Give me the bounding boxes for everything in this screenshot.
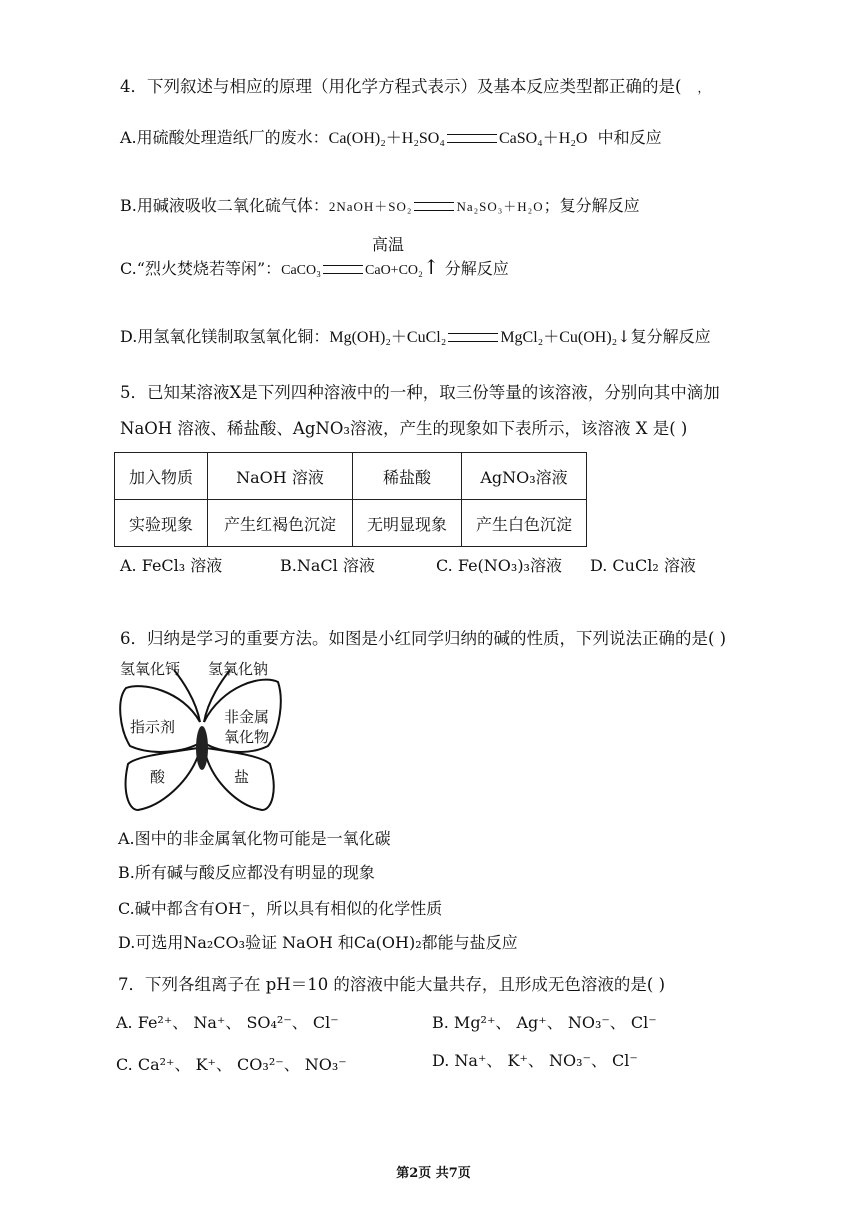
q7-option-a: A. Fe²⁺、 Na⁺、 SO₄²⁻、 Cl⁻ <box>116 1013 339 1032</box>
q6-option-d: D.可选用Na₂CO₃验证 NaOH 和Ca(OH)₂都能与盐反应 <box>118 933 518 952</box>
q5-option-b: B.NaCl 溶液 <box>280 556 375 575</box>
q7-option-b: B. Mg²⁺、 Ag⁺、 NO₃⁻、 Cl⁻ <box>432 1013 657 1032</box>
page-footer: 第2页 共7页 <box>396 1166 471 1181</box>
q6-option-a: A.图中的非金属氧化物可能是一氧化碳 <box>118 829 391 848</box>
q5-option-a: A. FeCl₃ 溶液 <box>120 556 223 575</box>
label-indicator: 指示剂 <box>130 718 176 736</box>
q5-stem-line2: NaOH 溶液、稀盐酸、AgNO₃溶液，产生的现象如下表所示，该溶液 X 是( ) <box>120 419 688 438</box>
equals-sign <box>448 333 498 342</box>
table-row <box>115 500 587 547</box>
q7-option-c: C. Ca²⁺、 K⁺、 CO₃²⁻、 NO₃⁻ <box>116 1055 347 1074</box>
q4-stem: 4．下列叙述与相应的原理（用化学方程式表示）及基本反应类型都正确的是( ， <box>120 77 710 96</box>
q6-option-c: C.碱中都含有OH⁻，所以具有相似的化学性质 <box>118 899 443 918</box>
q5-table <box>114 452 587 547</box>
table-cell: NaOH 溶液 <box>208 453 353 500</box>
table-cell: 无明显现象 <box>353 500 462 547</box>
q7-stem: 7．下列各组离子在 pH＝10 的溶液中能大量共存，且形成无色溶液的是( ) <box>118 975 666 994</box>
q6-stem: 6．归纳是学习的重要方法。如图是小红同学归纳的碱的性质，下列说法正确的是( ) <box>120 629 727 648</box>
equals-sign <box>414 202 454 211</box>
q5-stem-line1: 5．已知某溶液X是下列四种溶液中的一种，取三份等量的该溶液，分别向其中滴加 <box>120 383 720 402</box>
label-oxide: 氧化物 <box>224 728 270 746</box>
q4-c-condition: 高温 <box>372 235 405 254</box>
q6-option-b: B.所有碱与酸反应都没有明显的现象 <box>118 863 375 882</box>
table-cell: 产生白色沉淀 <box>462 500 587 547</box>
label-nonmetal: 非金属 <box>224 708 270 726</box>
q4-option-d: D.用氢氧化镁制取氢氧化铜：Mg(OH)₂＋CuCl₂ MgCl₂＋Cu(OH)₂↓复分解反应 <box>120 327 711 346</box>
q4-option-a: A.用硫酸处理造纸厂的废水：Ca(OH)₂＋H₂SO₄ CaSO₄＋H₂O 中和反应 <box>120 128 662 147</box>
q5-option-d: D. CuCl₂ 溶液 <box>590 556 696 575</box>
q4-option-b: B.用碱液吸收二氧化硫气体：2NaOH＋SO₂ Na₂SO₃＋H₂O；复分解反应 <box>120 196 640 215</box>
q7-option-d: D. Na⁺、 K⁺、 NO₃⁻、 Cl⁻ <box>432 1051 638 1070</box>
table-cell: 产生红褐色沉淀 <box>208 500 353 547</box>
table-row <box>115 453 587 500</box>
butterfly-diagram <box>112 660 292 820</box>
equals-sign <box>323 265 363 274</box>
gas-arrow-icon: ↑ <box>422 255 440 279</box>
table-cell: AgNO₃溶液 <box>462 453 587 500</box>
label-acid: 酸 <box>150 768 166 786</box>
label-salt: 盐 <box>234 768 250 786</box>
table-cell: 稀盐酸 <box>353 453 462 500</box>
table-cell: 实验现象 <box>115 500 208 547</box>
label-sodium-hydroxide: 氢氧化钠 <box>208 660 269 678</box>
q5-option-c: C. Fe(NO₃)₃溶液 <box>436 556 562 575</box>
table-cell: 加入物质 <box>115 453 208 500</box>
label-calcium-hydroxide: 氢氧化钙 <box>120 660 181 678</box>
q4-option-c: C.“烈火焚烧若等闲”：CaCO₃ CaO+CO₂↑ 分解反应 <box>120 255 509 279</box>
equals-sign <box>447 134 497 143</box>
